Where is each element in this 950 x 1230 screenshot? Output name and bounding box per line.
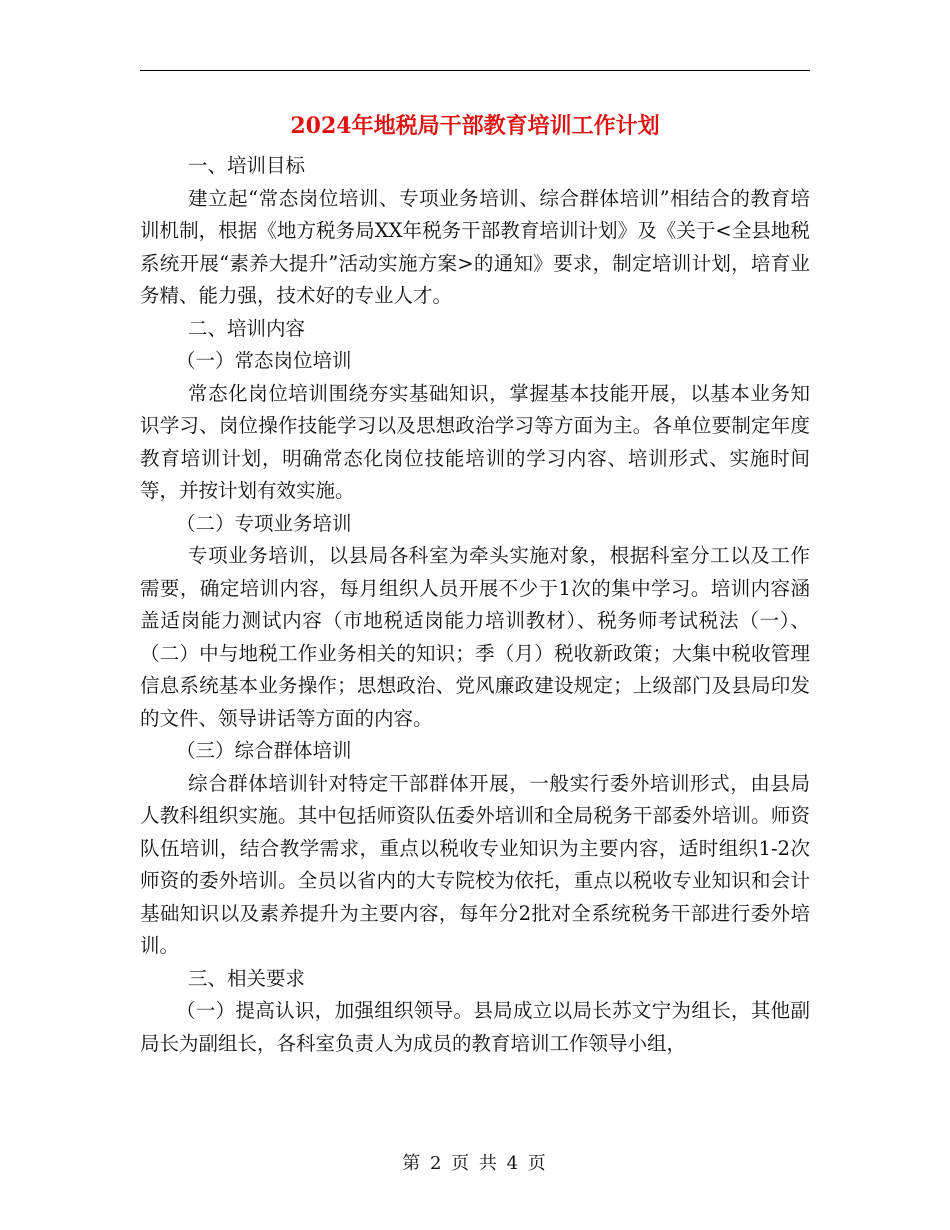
header-rule [140, 70, 810, 71]
paragraph: 建立起“常态岗位培训、专项业务培训、综合群体培训”相结合的教育培训机制，根据《地方税务局XX年税务干部教育培训计划》及《关于<全县地税系统开展“素养大提升”活动实施方案>的通知》要求，制定培训计划，培育业务精、能力强，技术好的专业人才。 [140, 186, 810, 307]
subsection-heading: （三）综合群体培训 [176, 739, 352, 762]
section-heading: 二、培训内容 [188, 316, 306, 340]
page-footer: 第 2 页 共 4 页 [402, 1153, 548, 1174]
subsection-heading: （二）专项业务培训 [176, 511, 352, 535]
document-body [140, 150, 810, 1060]
paragraph: 常态化岗位培训围绕夯实基础知识，掌握基本技能开展，以基本业务知识学习、岗位操作技能学习以及思想政治学习等方面为主。各单位要制定年度教育培训计划，明确常态化岗位技能培训的学习内容、培训形式、实施时间等，并按计划有效实施。 [140, 381, 810, 502]
paragraph: 专项业务培训，以县局各科室为牵头实施对象，根据科室分工以及工作需要，确定培训内容，每月组织人员开展不少于1次的集中学习。培训内容涵盖适岗能力测试内容（市地税适岗能力培训教材）、税务师考试税法（一）、（二）中与地税工作业务相关的知识；季（月）税收新政策；大集中税收管理信息系统基本业务操作；思想政治、党风廉政建设规定；上级部门及县局印发的文件、领导讲话等方面的内容。 [140, 544, 810, 730]
paragraph: （一）提高认识，加强组织领导。县局成立以局长苏文宁为组长，其他副局长为副组长，各科室负责人为成员的教育培训工作领导小组， [140, 999, 810, 1055]
section-heading: 三、相关要求 [188, 966, 306, 990]
paragraph: 综合群体培训针对特定干部群体开展，一般实行委外培训形式，由县局人教科组织实施。其中包括师资队伍委外培训和全局税务干部委外培训。师资队伍培训，结合教学需求，重点以税收专业知识为主要内容，适时组织1-2次师资的委外培训。全员以省内的大专院校为依托，重点以税收专业知识和会计基础知识以及素养提升为主要内容，每年分2批对全系统税务干部进行委外培训。 [140, 771, 810, 957]
section-heading: 一、培训目标 [188, 154, 306, 177]
document-title: 2024年地税局干部教育培训工作计划 [290, 113, 660, 139]
subsection-heading: （一）常态岗位培训 [176, 349, 352, 372]
